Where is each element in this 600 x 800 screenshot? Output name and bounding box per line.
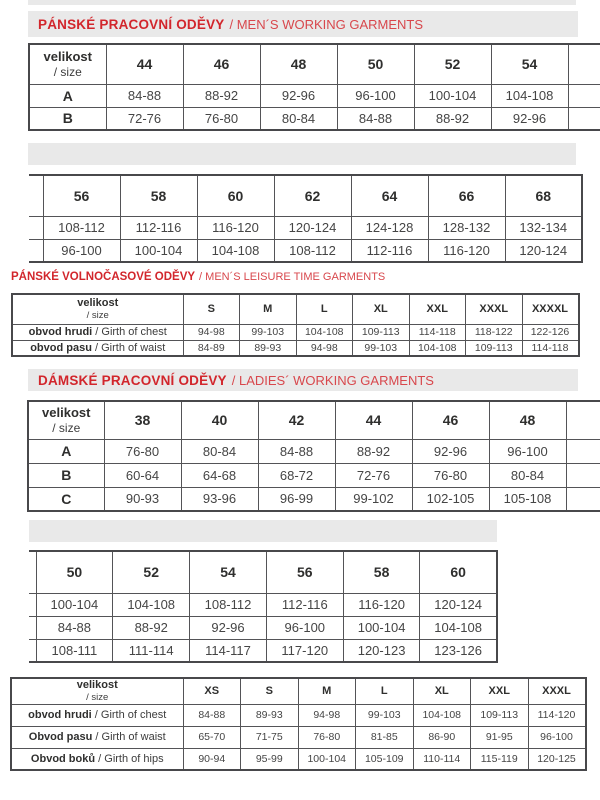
- size-range-cell: 100-104: [120, 239, 197, 262]
- size-column-header: M: [298, 678, 356, 704]
- row-label: obvod hrudi / Girth of chest: [12, 324, 183, 340]
- size-column-header: 44: [335, 401, 412, 439]
- size-column-header: 60: [420, 551, 497, 593]
- size-range-cell: 71-75: [241, 726, 299, 748]
- table-continuation-sliver: [29, 175, 43, 216]
- size-column-header: XL: [413, 678, 471, 704]
- size-range-cell: 84-88: [258, 439, 335, 463]
- size-range-cell: 99-103: [353, 340, 410, 356]
- size-range-cell: 76-80: [298, 726, 356, 748]
- size-range-cell: 104-108: [413, 704, 471, 726]
- size-range-cell: 100-104: [414, 84, 491, 107]
- table-continuation-sliver: [568, 44, 600, 84]
- size-column-header: 50: [337, 44, 414, 84]
- size-column-header: XS: [183, 678, 241, 704]
- size-range-cell: 92-96: [491, 107, 568, 130]
- size-column-header: L: [296, 294, 353, 324]
- table-continuation-sliver: [29, 216, 43, 239]
- size-range-cell: 96-100: [266, 616, 343, 639]
- men-leisure-sizes-table: [11, 293, 580, 357]
- row-label: B: [28, 463, 104, 487]
- size-range-cell: 94-98: [296, 340, 353, 356]
- row-label: C: [28, 487, 104, 511]
- size-range-cell: 102-105: [412, 487, 489, 511]
- size-range-cell: 122-126: [522, 324, 579, 340]
- size-range-cell: 76-80: [183, 107, 260, 130]
- size-range-cell: 105-109: [356, 748, 414, 770]
- ladies-working-continuation-bar: [29, 520, 497, 542]
- size-range-cell: 118-122: [466, 324, 523, 340]
- table-continuation-sliver: [566, 401, 600, 439]
- size-column-header: 56: [43, 175, 120, 216]
- size-range-cell: 112-116: [266, 593, 343, 616]
- size-range-cell: 120-124: [420, 593, 497, 616]
- size-range-cell: 96-100: [337, 84, 414, 107]
- size-range-cell: 120-123: [343, 639, 420, 662]
- size-range-cell: 114-117: [190, 639, 267, 662]
- size-range-cell: 89-93: [241, 704, 299, 726]
- size-label-header: velikost / size: [11, 678, 183, 704]
- size-column-header: 38: [104, 401, 181, 439]
- size-range-cell: 116-120: [197, 216, 274, 239]
- size-range-cell: 116-120: [428, 239, 505, 262]
- section-header-ladies-working: [28, 369, 578, 391]
- size-range-cell: 124-128: [351, 216, 428, 239]
- size-column-header: 52: [113, 551, 190, 593]
- size-range-cell: 100-104: [343, 616, 420, 639]
- size-range-cell: 91-95: [471, 726, 529, 748]
- size-range-cell: 72-76: [106, 107, 183, 130]
- size-range-cell: 64-68: [181, 463, 258, 487]
- size-column-header: 64: [351, 175, 428, 216]
- size-range-cell: 112-116: [120, 216, 197, 239]
- size-range-cell: 84-88: [337, 107, 414, 130]
- size-range-cell: 84-88: [183, 704, 241, 726]
- row-label: A: [28, 439, 104, 463]
- size-column-header: 48: [489, 401, 566, 439]
- size-range-cell: 84-88: [36, 616, 113, 639]
- size-range-cell: 114-120: [528, 704, 586, 726]
- size-column-header: 48: [260, 44, 337, 84]
- size-range-cell: 96-100: [43, 239, 120, 262]
- size-column-header: 62: [274, 175, 351, 216]
- size-column-header: XL: [353, 294, 410, 324]
- size-range-cell: 92-96: [190, 616, 267, 639]
- size-column-header: 66: [428, 175, 505, 216]
- size-range-cell: 120-124: [274, 216, 351, 239]
- size-range-cell: 123-126: [420, 639, 497, 662]
- size-range-cell: 108-112: [43, 216, 120, 239]
- size-column-header: 44: [106, 44, 183, 84]
- size-range-cell: 89-93: [240, 340, 297, 356]
- size-range-cell: 115-119: [471, 748, 529, 770]
- section-title-czech: DÁMSKÉ PRACOVNÍ ODĚVY: [38, 372, 227, 388]
- size-range-cell: 99-102: [335, 487, 412, 511]
- size-range-cell: 120-124: [505, 239, 582, 262]
- size-range-cell: 86-90: [413, 726, 471, 748]
- size-range-cell: 84-88: [106, 84, 183, 107]
- size-range-cell: 120-125: [528, 748, 586, 770]
- size-range-cell: 76-80: [104, 439, 181, 463]
- size-column-header: 58: [343, 551, 420, 593]
- size-range-cell: 65-70: [183, 726, 241, 748]
- row-label: Obvod boků / Girth of hips: [11, 748, 183, 770]
- table-continuation-sliver: [29, 616, 36, 639]
- size-label-header: velikost / size: [29, 44, 106, 84]
- size-range-cell: 84-89: [183, 340, 240, 356]
- size-range-cell: 72-76: [335, 463, 412, 487]
- size-range-cell: 94-98: [183, 324, 240, 340]
- size-range-cell: 100-104: [36, 593, 113, 616]
- table-continuation-sliver: [566, 439, 600, 463]
- table-continuation-sliver: [29, 551, 36, 593]
- size-range-cell: 104-108: [296, 324, 353, 340]
- size-column-header: L: [356, 678, 414, 704]
- size-range-cell: 92-96: [260, 84, 337, 107]
- size-range-cell: 104-108: [420, 616, 497, 639]
- size-range-cell: 92-96: [412, 439, 489, 463]
- size-range-cell: 109-113: [471, 704, 529, 726]
- men-working-continuation-bar: [28, 143, 576, 165]
- size-column-header: 52: [414, 44, 491, 84]
- size-column-header: 40: [181, 401, 258, 439]
- size-range-cell: 96-100: [528, 726, 586, 748]
- row-label: obvod pasu / Girth of waist: [12, 340, 183, 356]
- section-title-english: / LADIES´ WORKING GARMENTS: [231, 372, 434, 388]
- size-range-cell: 88-92: [183, 84, 260, 107]
- size-range-cell: 100-104: [298, 748, 356, 770]
- section-title-czech: PÁNSKÉ VOLNOČASOVÉ ODĚVY: [11, 271, 196, 283]
- table-continuation-sliver: [566, 463, 600, 487]
- size-range-cell: 99-103: [240, 324, 297, 340]
- section-title-english: / MEN´S WORKING GARMENTS: [229, 16, 424, 32]
- table-continuation-sliver: [29, 639, 36, 662]
- size-range-cell: 105-108: [489, 487, 566, 511]
- size-column-header: 58: [120, 175, 197, 216]
- size-range-cell: 104-108: [491, 84, 568, 107]
- size-column-header: 50: [36, 551, 113, 593]
- size-range-cell: 104-108: [113, 593, 190, 616]
- ladies-working-sizes-table-1: [27, 400, 600, 512]
- size-column-header: 46: [412, 401, 489, 439]
- size-column-header: 60: [197, 175, 274, 216]
- size-column-header: XXXL: [528, 678, 586, 704]
- size-range-cell: 109-113: [353, 324, 410, 340]
- size-range-cell: 80-84: [181, 439, 258, 463]
- size-range-cell: 104-108: [409, 340, 466, 356]
- size-range-cell: 116-120: [343, 593, 420, 616]
- size-column-header: 56: [266, 551, 343, 593]
- table-continuation-sliver: [568, 84, 600, 107]
- size-range-cell: 104-108: [197, 239, 274, 262]
- size-range-cell: 108-112: [274, 239, 351, 262]
- section-title-czech: PÁNSKÉ PRACOVNÍ ODĚVY: [38, 16, 225, 32]
- ladies-working-sizes-table-2: [29, 550, 498, 663]
- size-range-cell: 132-134: [505, 216, 582, 239]
- size-range-cell: 96-100: [489, 439, 566, 463]
- size-range-cell: 81-85: [356, 726, 414, 748]
- size-column-header: S: [183, 294, 240, 324]
- men-working-sizes-table-2: [29, 174, 583, 263]
- section-title-english: / MEN´S LEISURE TIME GARMENTS: [199, 271, 386, 283]
- size-label-header: velikost / size: [28, 401, 104, 439]
- top-gray-strip: [28, 0, 576, 5]
- size-range-cell: 114-118: [409, 324, 466, 340]
- row-label: A: [29, 84, 106, 107]
- table-continuation-sliver: [566, 487, 600, 511]
- size-range-cell: 111-114: [113, 639, 190, 662]
- size-label-header: velikost / size: [12, 294, 183, 324]
- table-continuation-sliver: [29, 239, 43, 262]
- size-column-header: XXL: [409, 294, 466, 324]
- size-column-header: M: [240, 294, 297, 324]
- size-range-cell: 110-114: [413, 748, 471, 770]
- row-label: Obvod pasu / Girth of waist: [11, 726, 183, 748]
- size-range-cell: 93-96: [181, 487, 258, 511]
- size-range-cell: 68-72: [258, 463, 335, 487]
- size-range-cell: 80-84: [260, 107, 337, 130]
- section-header-men-working: [28, 11, 578, 37]
- size-range-cell: 88-92: [113, 616, 190, 639]
- size-column-header: 42: [258, 401, 335, 439]
- size-range-cell: 112-116: [351, 239, 428, 262]
- size-range-cell: 88-92: [414, 107, 491, 130]
- size-column-header: 54: [190, 551, 267, 593]
- size-range-cell: 76-80: [412, 463, 489, 487]
- section-header-men-leisure: [11, 269, 385, 285]
- size-range-cell: 90-94: [183, 748, 241, 770]
- size-range-cell: 114-118: [522, 340, 579, 356]
- size-range-cell: 109-113: [466, 340, 523, 356]
- size-range-cell: 108-111: [36, 639, 113, 662]
- size-column-header: XXXXL: [522, 294, 579, 324]
- ladies-measurements-table: [10, 677, 587, 771]
- size-range-cell: 96-99: [258, 487, 335, 511]
- size-column-header: S: [241, 678, 299, 704]
- size-range-cell: 95-99: [241, 748, 299, 770]
- size-range-cell: 94-98: [298, 704, 356, 726]
- size-column-header: 54: [491, 44, 568, 84]
- size-range-cell: 80-84: [489, 463, 566, 487]
- size-range-cell: 117-120: [266, 639, 343, 662]
- row-label: B: [29, 107, 106, 130]
- size-range-cell: 88-92: [335, 439, 412, 463]
- size-column-header: 46: [183, 44, 260, 84]
- size-range-cell: 108-112: [190, 593, 267, 616]
- size-range-cell: 99-103: [356, 704, 414, 726]
- size-range-cell: 128-132: [428, 216, 505, 239]
- size-column-header: XXXL: [466, 294, 523, 324]
- table-continuation-sliver: [568, 107, 600, 130]
- size-column-header: 68: [505, 175, 582, 216]
- size-range-cell: 90-93: [104, 487, 181, 511]
- table-continuation-sliver: [29, 593, 36, 616]
- row-label: obvod hrudi / Girth of chest: [11, 704, 183, 726]
- men-working-sizes-table-1: [28, 43, 600, 131]
- size-range-cell: 60-64: [104, 463, 181, 487]
- size-column-header: XXL: [471, 678, 529, 704]
